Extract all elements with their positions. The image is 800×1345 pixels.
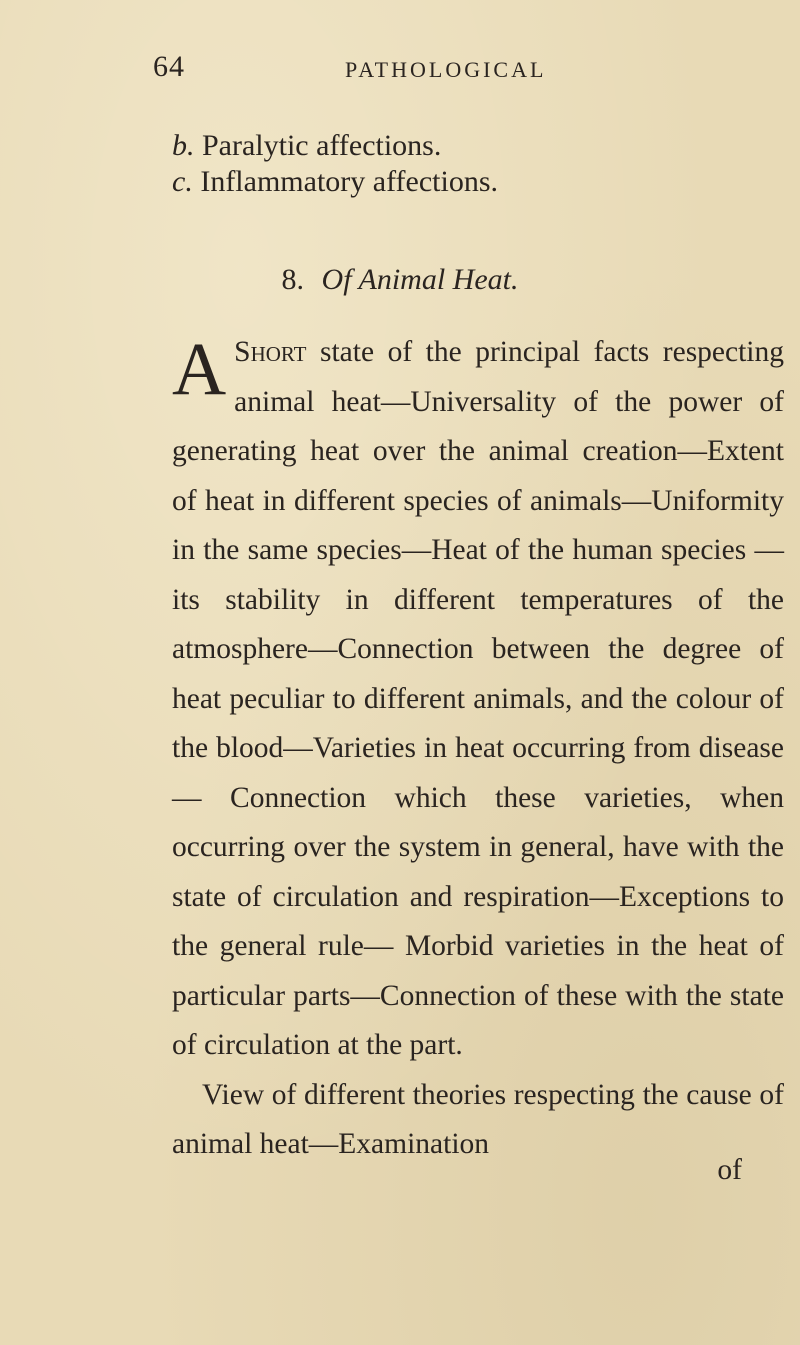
body-text xyxy=(172,328,784,1170)
paragraph-text: View of different theories respecting the cause of animal heat—Examination xyxy=(172,1078,784,1160)
list-marker: c. xyxy=(172,165,193,198)
list-marker: b. xyxy=(172,129,195,162)
drop-cap: A xyxy=(172,328,227,411)
list-item-text: Paralytic affections. xyxy=(202,129,442,162)
section-number: 8. xyxy=(281,263,305,296)
page-header xyxy=(0,50,800,90)
list-item-c xyxy=(172,164,498,200)
list-item-text: Inflammatory affections. xyxy=(200,165,498,198)
section-title: Of Animal Heat. xyxy=(321,263,519,296)
paragraph-text: state of the principal facts respecting animal heat—Universality of the power of generating heat over the animal creation—Extent of heat in different species of animals—Uniformity in the same species—Heat of the human species —its stability in different temperatures of the atmosphere—Connection between the degree of heat peculiar to different animals, and the colour of the blood—Varieties in heat occurring from disease— Connection which these varieties, when occurring over the system in general, have with the state of circulation and respiration—Exceptions to the general rule— Morbid varieties in the heat of particular parts—Connection of these with the state of circulation at the part. xyxy=(172,336,785,1061)
running-head: PATHOLOGICAL xyxy=(345,57,547,82)
lead-word: Short xyxy=(234,336,307,368)
section-heading xyxy=(0,262,800,298)
page-number: 64 xyxy=(153,50,185,83)
list-item-b xyxy=(172,128,441,164)
paragraph-theories xyxy=(172,1071,784,1170)
paragraph-summary xyxy=(172,328,784,1071)
catchword: of xyxy=(717,1154,742,1186)
